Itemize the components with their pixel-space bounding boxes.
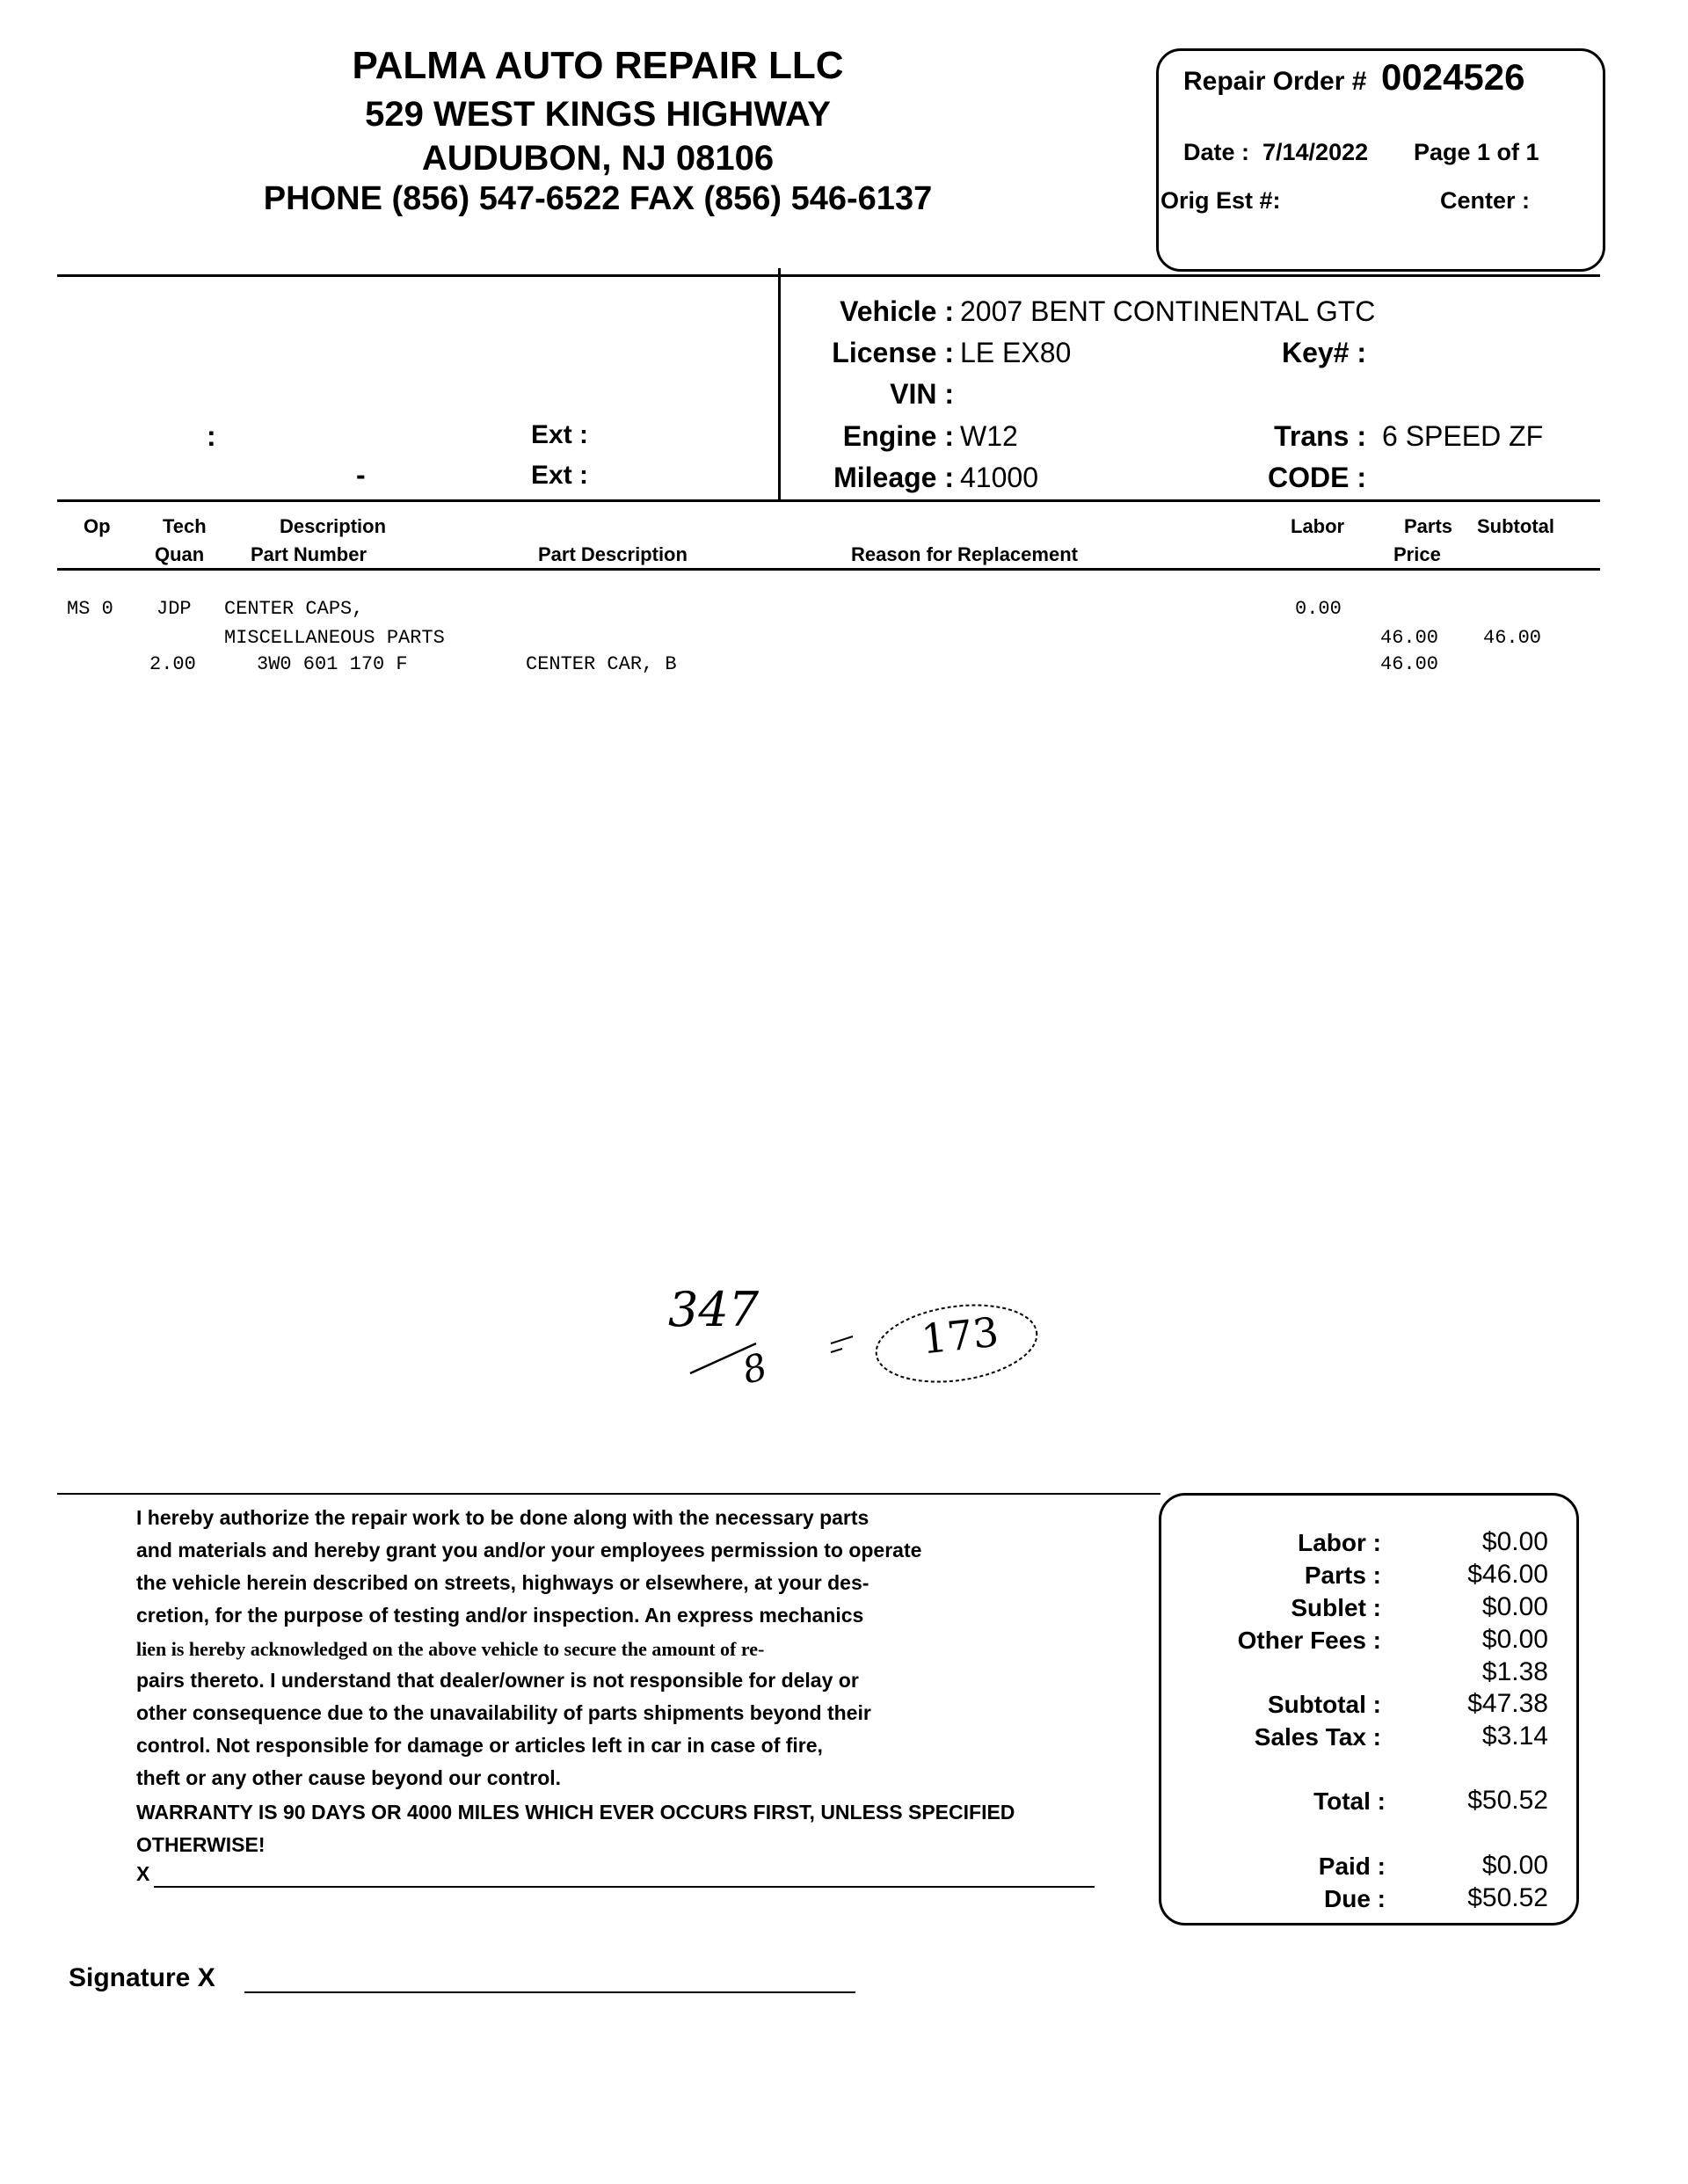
- col-reason: Reason for Replacement: [851, 543, 1078, 565]
- key-label: Key# :: [1281, 337, 1366, 368]
- paid-total: $0.00: [1481, 1851, 1548, 1880]
- customer-dash: -: [356, 459, 366, 491]
- ext-label-1: Ext :: [531, 420, 589, 449]
- col-price: Price: [1393, 543, 1441, 565]
- sales-tax-total: $3.14: [1481, 1722, 1548, 1751]
- col-labor: Labor: [1291, 515, 1345, 537]
- total-label: Total :: [1313, 1787, 1386, 1815]
- labor-total: $0.00: [1481, 1527, 1548, 1556]
- handwritten-bottom-number: 8: [738, 1344, 772, 1393]
- grand-total: $50.52: [1467, 1786, 1548, 1815]
- sublet-label: Sublet :: [1291, 1594, 1381, 1621]
- other-fees-total: $0.00: [1481, 1625, 1548, 1654]
- subtotal-total: $47.38: [1467, 1689, 1548, 1718]
- handwritten-circled-number: 173: [919, 1307, 1001, 1364]
- subtotal-label: Subtotal :: [1267, 1691, 1381, 1718]
- paid-label: Paid :: [1318, 1853, 1386, 1880]
- line-op: MS 0: [67, 598, 113, 620]
- repair-order-box: [1156, 48, 1605, 272]
- due-total: $50.52: [1467, 1883, 1548, 1912]
- authorization-divider: [57, 1493, 1160, 1495]
- signature-label: Signature X: [69, 1963, 215, 1992]
- shop-name: PALMA AUTO REPAIR LLC: [352, 44, 844, 87]
- parts-total: $46.00: [1467, 1560, 1548, 1589]
- shop-street: 529 WEST KINGS HIGHWAY: [365, 95, 831, 134]
- repair-order-number: 0024526: [1381, 56, 1525, 98]
- auth-line-3: the vehicle herein described on streets, highways or elsewhere, at your des-: [136, 1571, 869, 1594]
- vehicle-label: Vehicle :: [840, 295, 954, 327]
- col-description: Description: [280, 515, 387, 537]
- col-parts: Parts: [1404, 515, 1453, 537]
- mileage-label: Mileage :: [833, 462, 954, 493]
- parts-label: Parts :: [1304, 1562, 1381, 1589]
- info-bottom-divider: [57, 499, 1600, 502]
- auth-line-11: OTHERWISE!: [136, 1833, 266, 1856]
- line-part-number: 3W0 601 170 F: [257, 653, 408, 675]
- auth-line-4: cretion, for the purpose of testing and/or inspection. An express mechanics: [136, 1604, 864, 1627]
- labor-label: Labor :: [1298, 1529, 1381, 1556]
- header-divider: [57, 274, 1600, 277]
- line-quan: 2.00: [149, 653, 196, 675]
- column-header-divider: [57, 568, 1600, 571]
- extra-fee: $1.38: [1481, 1657, 1548, 1686]
- line-price: 46.00: [1380, 653, 1439, 675]
- line-tech: JDP: [156, 598, 192, 620]
- line-category: MISCELLANEOUS PARTS: [224, 627, 445, 649]
- auth-x-label: X: [136, 1862, 150, 1885]
- ext-label-2: Ext :: [531, 461, 589, 490]
- auth-line-2: and materials and hereby grant you and/or your employees permission to operate: [136, 1539, 922, 1562]
- col-part-number: Part Number: [251, 543, 367, 565]
- line-labor: 0.00: [1295, 598, 1342, 620]
- code-label: CODE :: [1268, 462, 1366, 493]
- page-indicator: Page 1 of 1: [1414, 139, 1539, 165]
- due-label: Due :: [1324, 1885, 1386, 1912]
- sublet-total: $0.00: [1481, 1592, 1548, 1621]
- license-value: LE EX80: [960, 337, 1072, 368]
- auth-line-6: pairs thereto. I understand that dealer/owner is not responsible for delay or: [136, 1669, 859, 1692]
- engine-value: W12: [960, 420, 1018, 452]
- signature-line[interactable]: [244, 1991, 855, 1993]
- date-label: Date :: [1183, 139, 1250, 165]
- col-quan: Quan: [155, 543, 205, 565]
- line-parts-total: 46.00: [1380, 627, 1439, 649]
- repair-order-label: Repair Order #: [1183, 67, 1367, 96]
- handwritten-top-number: 347: [668, 1282, 760, 1337]
- license-label: License :: [832, 337, 954, 368]
- mileage-value: 41000: [960, 462, 1038, 493]
- engine-label: Engine :: [842, 420, 954, 452]
- auth-signature-line[interactable]: [154, 1886, 1095, 1888]
- orig-est-label: Orig Est #:: [1160, 187, 1281, 214]
- line-description: CENTER CAPS,: [224, 598, 364, 620]
- vehicle-value: 2007 BENT CONTINENTAL GTC: [960, 295, 1376, 327]
- vin-label: VIN :: [890, 378, 954, 410]
- shop-phone-fax: PHONE (856) 547-6522 FAX (856) 546-6137: [263, 180, 933, 217]
- other-fees-label: Other Fees :: [1237, 1627, 1381, 1654]
- line-part-description: CENTER CAR, B: [526, 653, 677, 675]
- trans-label: Trans :: [1274, 420, 1366, 452]
- auth-line-10: WARRANTY IS 90 DAYS OR 4000 MILES WHICH EVER OCCURS FIRST, UNLESS SPECIFIED: [136, 1801, 1015, 1824]
- shop-city: AUDUBON, NJ 08106: [421, 139, 775, 178]
- col-op: Op: [84, 515, 111, 537]
- handwritten-note: [651, 1275, 1108, 1468]
- sales-tax-label: Sales Tax :: [1254, 1723, 1381, 1751]
- auth-line-9: theft or any other cause beyond our control.: [136, 1766, 562, 1789]
- auth-line-5: lien is hereby acknowledged on the above vehicle to secure the amount of re-: [136, 1638, 765, 1660]
- date-value: 7/14/2022: [1262, 139, 1369, 165]
- auth-line-7: other consequence due to the unavailability of parts shipments beyond their: [136, 1701, 871, 1724]
- totals-box: [1159, 1493, 1579, 1926]
- auth-line-8: control. Not responsible for damage or articles left in car in case of fire,: [136, 1734, 823, 1757]
- line-subtotal: 46.00: [1483, 627, 1542, 649]
- trans-value: 6 SPEED ZF: [1382, 420, 1544, 452]
- col-part-description: Part Description: [538, 543, 688, 565]
- center-label: Center :: [1440, 187, 1531, 214]
- col-tech: Tech: [163, 515, 207, 537]
- customer-colon: :: [207, 420, 216, 452]
- col-subtotal: Subtotal: [1477, 515, 1554, 537]
- auth-line-1: I hereby authorize the repair work to be done along with the necessary parts: [136, 1506, 869, 1529]
